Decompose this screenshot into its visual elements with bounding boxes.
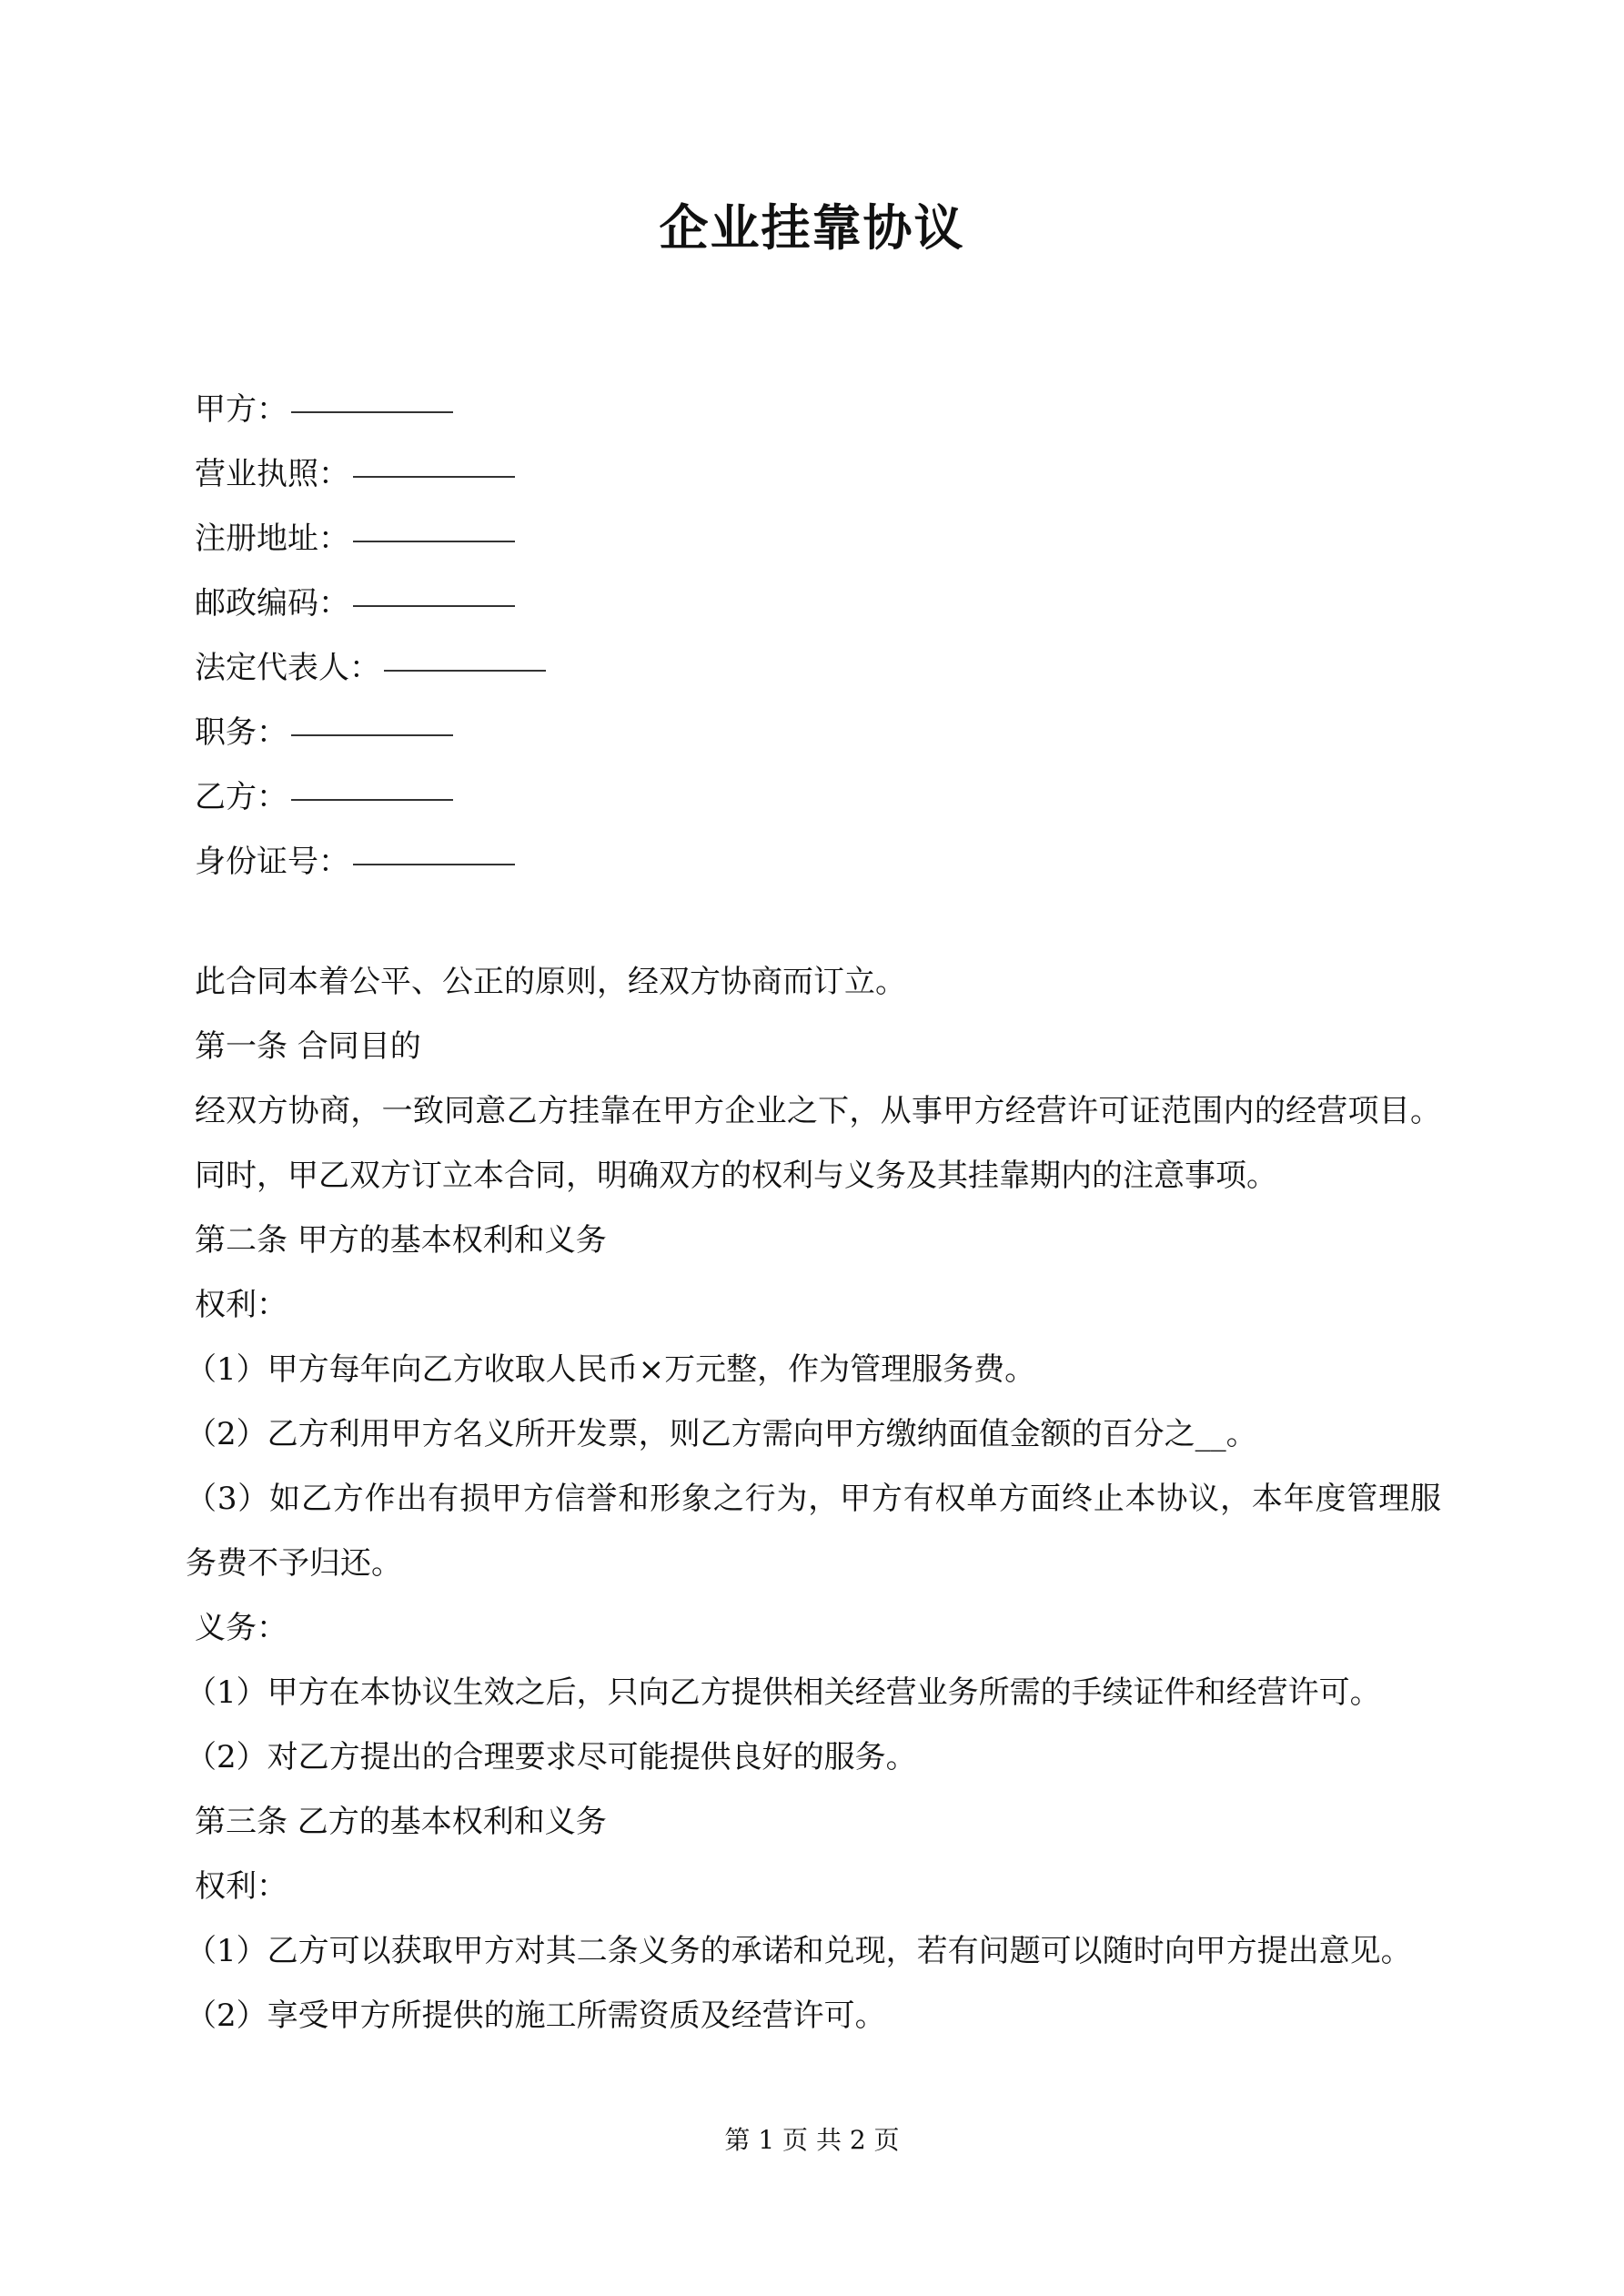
fill-blank (353, 604, 515, 607)
field-label: 职务： (195, 714, 287, 751)
field-label: 营业执照： (195, 456, 349, 492)
field-id-number (195, 830, 1468, 895)
field-label: 法定代表人： (195, 650, 380, 686)
field-label: 身份证号： (195, 844, 349, 880)
field-postal-code (195, 571, 1468, 636)
fill-blank (291, 798, 453, 801)
intro-paragraph: 此合同本着公平、公正的原则，经双方协商而订立。 (195, 964, 906, 1000)
list-item: （2）对乙方提出的合理要求尽可能提供良好的服务。 (186, 1739, 917, 1775)
article-heading: 第二条 甲方的基本权利和义务 (195, 1222, 607, 1259)
fill-blank (291, 410, 453, 413)
article-heading: 第一条 合同目的 (195, 1028, 421, 1065)
field-label: 乙方： (195, 779, 287, 815)
field-label: 注册地址： (195, 521, 349, 557)
section-label: 权利： (195, 1287, 287, 1323)
list-item: （1）甲方在本协议生效之后，只向乙方提供相关经营业务所需的手续证件和经营许可。 (186, 1674, 1381, 1711)
field-position (195, 701, 1468, 765)
field-party-a (195, 378, 1468, 442)
field-label: 邮政编码： (195, 585, 349, 622)
fill-blank (353, 540, 515, 542)
party-info-fields (195, 378, 1468, 895)
fill-blank (353, 475, 515, 478)
list-item: （2）享受甲方所提供的施工所需资质及经营许可。 (186, 1998, 886, 2034)
fill-blank (353, 863, 515, 865)
field-label: 甲方： (195, 391, 287, 428)
list-item: （1）乙方可以获取甲方对其二条义务的承诺和兑现，若有问题可以随时向甲方提出意见。 (186, 1933, 1412, 1969)
section-label: 义务： (195, 1610, 287, 1646)
section-label: 权利： (195, 1868, 287, 1905)
field-business-license (195, 442, 1468, 507)
field-registered-address (195, 507, 1468, 571)
document-title: 企业挂靠协议 (659, 198, 965, 257)
field-legal-representative (195, 636, 1468, 701)
list-item: （2）乙方利用甲方名义所开发票，则乙方需向甲方缴纳面值金额的百分之__。 (186, 1416, 1257, 1452)
fill-blank (384, 669, 546, 672)
article-heading: 第三条 乙方的基本权利和义务 (195, 1804, 607, 1840)
list-item: （3）如乙方作出有损甲方信誉和形象之行为，甲方有权单方面终止本协议，本年度管理服务费不予归还。 (186, 1481, 1441, 1582)
page-footer: 第 1 页 共 2 页 (724, 2125, 900, 2155)
contract-body (186, 950, 1441, 2048)
list-item: （1）甲方每年向乙方收取人民币×万元整，作为管理服务费。 (186, 1351, 1036, 1388)
field-party-b (195, 765, 1468, 830)
fill-blank (291, 733, 453, 736)
body-paragraph: 经双方协商，一致同意乙方挂靠在甲方企业之下，从事甲方经营许可证范围内的经营项目。同时，甲乙双方订立本合同，明确双方的权利与义务及其挂靠期内的注意事项。 (195, 1093, 1441, 1194)
